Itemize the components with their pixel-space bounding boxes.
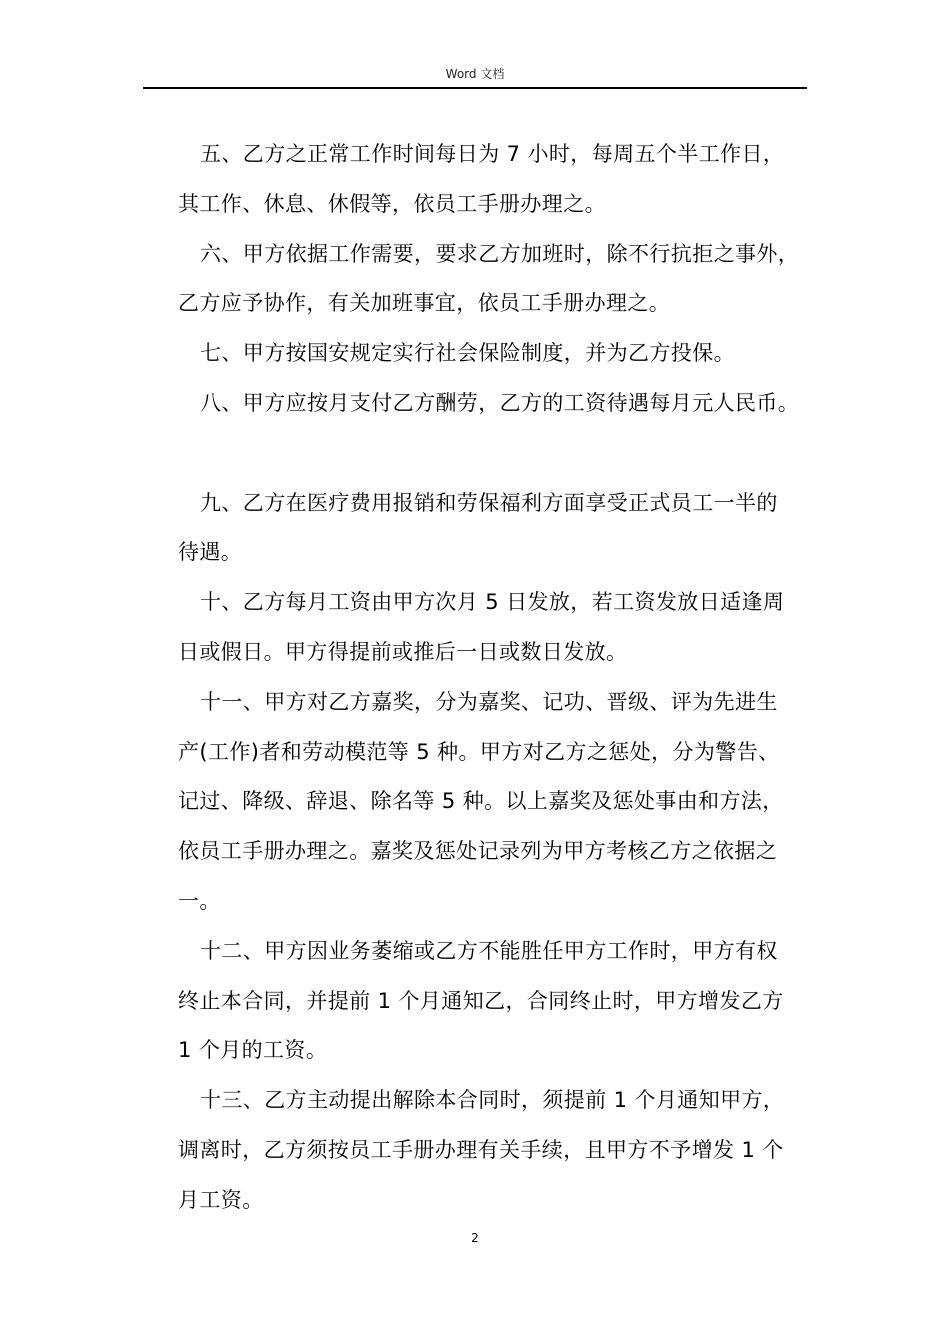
clause-11-line-1: 十一、甲方对乙方嘉奖，分为嘉奖、记功、晋级、评为先进生 — [200, 689, 778, 714]
blank-line — [178, 429, 818, 479]
clause-12-line-1: 十二、甲方因业务萎缩或乙方不能胜任甲方工作时，甲方有权 — [200, 938, 778, 963]
clause-11-line-3: 记过、降级、辞退、除名等 5 种。以上嘉奖及惩处事由和方法， — [178, 789, 784, 814]
header-divider — [143, 87, 807, 89]
document-body — [178, 130, 818, 1226]
clause-11-line-2: 产(工作)者和劳动模范等 5 种。甲方对乙方之惩处，分为警告、 — [178, 739, 780, 764]
clause-10-line-2: 日或假日。甲方得提前或推后一日或数日发放。 — [178, 639, 628, 664]
clause-5-line-1: 五、乙方之正常工作时间每日为 7 小时，每周五个半工作日， — [200, 142, 785, 166]
clause-13-line-3: 月工资。 — [178, 1187, 264, 1212]
clause-6-line-2: 乙方应予协作，有关加班事宜，依员工手册办理之。 — [178, 291, 671, 316]
clause-12-line-2: 终止本合同，并提前 1 个月通知乙，合同终止时，甲方增发乙方 — [178, 988, 784, 1013]
clause-9-line-2: 待遇。 — [178, 540, 243, 565]
clause-5-line-2: 其工作、休息、休假等，依员工手册办理之。 — [178, 191, 606, 216]
clause-13-line-2: 调离时，乙方须按员工手册办理有关手续，且甲方不予增发 1 个 — [178, 1137, 784, 1162]
clause-6-line-1: 六、甲方依据工作需要，要求乙方加班时，除不行抗拒之事外， — [200, 241, 800, 266]
clause-11-line-5: 一。 — [178, 888, 221, 913]
clause-7-line-1: 七、甲方按国安规定实行社会保险制度，并为乙方投保。 — [200, 341, 735, 366]
page-number: 2 — [471, 1231, 479, 1245]
clause-9-line-1: 九、乙方在医疗费用报销和劳保福利方面享受正式员工一半的 — [200, 490, 778, 515]
clause-13-line-1: 十三、乙方主动提出解除本合同时，须提前 1 个月通知甲方， — [200, 1088, 785, 1113]
clause-12-line-3: 1 个月的工资。 — [178, 1038, 328, 1063]
clause-11-line-4: 依员工手册办理之。嘉奖及惩处记录列为甲方考核乙方之依据之 — [178, 839, 778, 864]
clause-8-line-1: 八、甲方应按月支付乙方酬劳，乙方的工资待遇每月元人民币。 — [200, 390, 800, 415]
clause-10-line-1: 十、乙方每月工资由甲方次月 5 日发放，若工资发放日适逢周 — [200, 590, 785, 615]
page-header: Word 文档 — [445, 67, 505, 81]
